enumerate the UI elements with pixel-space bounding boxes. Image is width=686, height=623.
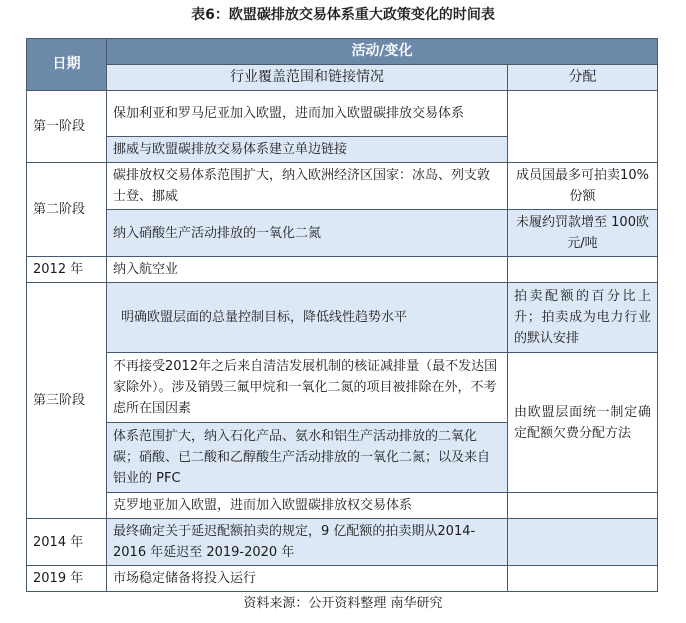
table-title: 表6：欧盟碳排放交易体系重大政策变化的时间表 [191,7,495,23]
coverage-cell: 体系范围扩大，纳入石化产品、氨水和铝生产活动排放的二氧化碳；硝酸、已二酸和乙醇酸生产活动排放的一氧化二氮；以及来自铝业的 PFC [107,423,508,493]
table-row [27,91,658,137]
allocation-cell: 未履约罚款增至 100欧元/吨 [508,210,658,257]
phase-cell: 2012 年 [27,257,107,283]
table-row [27,257,658,283]
source-note: 资料来源：公开资料整理 南华研究 [243,596,443,611]
allocation-cell: 由欧盟层面统一制定确定配额欠费分配方法 [508,353,658,493]
table-row [27,210,658,257]
phase-cell: 2019 年 [27,566,107,592]
coverage-cell: 碳排放权交易体系范围扩大，纳入欧洲经济区国家：冰岛、列支敦士登、挪威 [107,163,508,210]
allocation-cell [508,519,658,566]
allocation-cell [508,493,658,519]
coverage-cell: 明确欧盟层面的总量控制目标，降低线性趋势水平 [107,283,508,353]
table-row [27,566,658,592]
coverage-cell: 纳入航空业 [107,257,508,283]
allocation-cell [508,91,658,163]
table-row [27,493,658,519]
header-coverage: 行业覆盖范围和链接情况 [107,65,508,91]
header-date: 日期 [27,39,107,91]
coverage-cell: 不再接受2012年之后来自清洁发展机制的核证减排量（最不发达国家除外）。涉及销毁三氟甲烷和一氧化二氮的项目被排除在外，不考虑所在国因素 [107,353,508,423]
table-row [27,519,658,566]
phase-cell: 第三阶段 [27,283,107,519]
phase-cell: 2014 年 [27,519,107,566]
phase-cell: 第一阶段 [27,91,107,163]
header-allocation: 分配 [508,65,658,91]
table-row [27,353,658,423]
coverage-cell: 纳入硝酸生产活动排放的一氧化二氮 [107,210,508,257]
header-activity: 活动/变化 [107,39,658,65]
phase-cell: 第二阶段 [27,163,107,257]
coverage-cell: 挪威与欧盟碳排放交易体系建立单边链接 [107,137,508,163]
allocation-cell [508,566,658,592]
coverage-cell: 市场稳定储备将投入运行 [107,566,508,592]
allocation-cell: 成员国最多可拍卖10%份额 [508,163,658,210]
table-row [27,163,658,210]
coverage-cell: 最终确定关于延迟配额拍卖的规定，9 亿配额的拍卖期从2014-2016 年延迟至 2019-2020 年 [107,519,508,566]
table-row [27,283,658,353]
policy-timeline-table [26,38,658,592]
coverage-cell: 克罗地亚加入欧盟，进而加入欧盟碳排放权交易体系 [107,493,508,519]
coverage-cell: 保加利亚和罗马尼亚加入欧盟，进而加入欧盟碳排放交易体系 [107,91,508,137]
allocation-cell [508,257,658,283]
allocation-cell: 拍卖配额的百分比上升；拍卖成为电力行业的默认安排 [508,283,658,353]
